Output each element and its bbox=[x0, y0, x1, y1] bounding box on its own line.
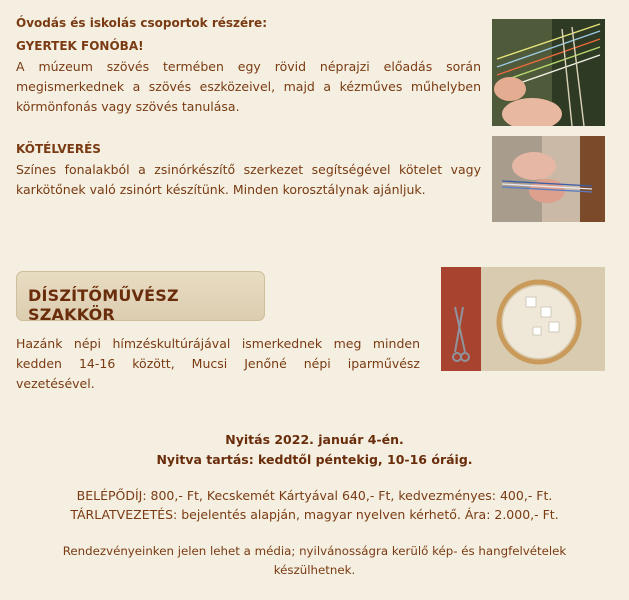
section1-text: A múzeum szövés termében egy rövid néprajzi előadás során megismerkednek a szövés eszközeivel, majd a kézműves műhelyben körmönfonás vagy szövés tanulása. bbox=[16, 59, 481, 114]
opening-date: Nyitás 2022. január 4-én. bbox=[225, 432, 404, 447]
media-note: Rendezvényeinken jelen lehet a média; nyilvánosságra kerülő kép- és hangfelvételek készülhetnek. bbox=[62, 544, 567, 577]
section3-title: DÍSZÍTŐMŰVÉSZ SZAKKÖR bbox=[28, 286, 179, 324]
embroidery-photo bbox=[441, 267, 605, 371]
section3-badge bbox=[16, 271, 265, 324]
opening-hours: Nyitva tartás: keddtől péntekig, 10-16 óráig. bbox=[156, 452, 473, 467]
intro-heading: Óvodás és iskolás csoportok részére: bbox=[16, 16, 267, 30]
section2-title: KÖTÉLVERÉS bbox=[16, 142, 101, 156]
rope-making-photo bbox=[492, 136, 605, 222]
section1-title: GYERTEK FONÓBA! bbox=[16, 39, 144, 53]
admission-price: BELÉPŐDÍJ: 800,- Ft, Kecskemét Kártyával 640,- Ft, kedvezményes: 400,- Ft. bbox=[76, 488, 553, 503]
section3-text: Hazánk népi hímzéskultúrájával ismerkednek meg minden kedden 14-16 között, Mucsi Jenőné népi iparművész vezetésével. bbox=[16, 336, 420, 391]
weaving-photo bbox=[492, 19, 605, 126]
guided-tour-price: TÁRLATVEZETÉS: bejelentés alapján, magyar nyelven kérhető. Ára: 2.000,- Ft. bbox=[70, 507, 559, 522]
section2-text: Színes fonalakból a zsinórkészítő szerkezet segítségével kötelet vagy karkötőnek való zsinórt készítünk. Minden korosztálynak ajánljuk. bbox=[16, 162, 481, 197]
